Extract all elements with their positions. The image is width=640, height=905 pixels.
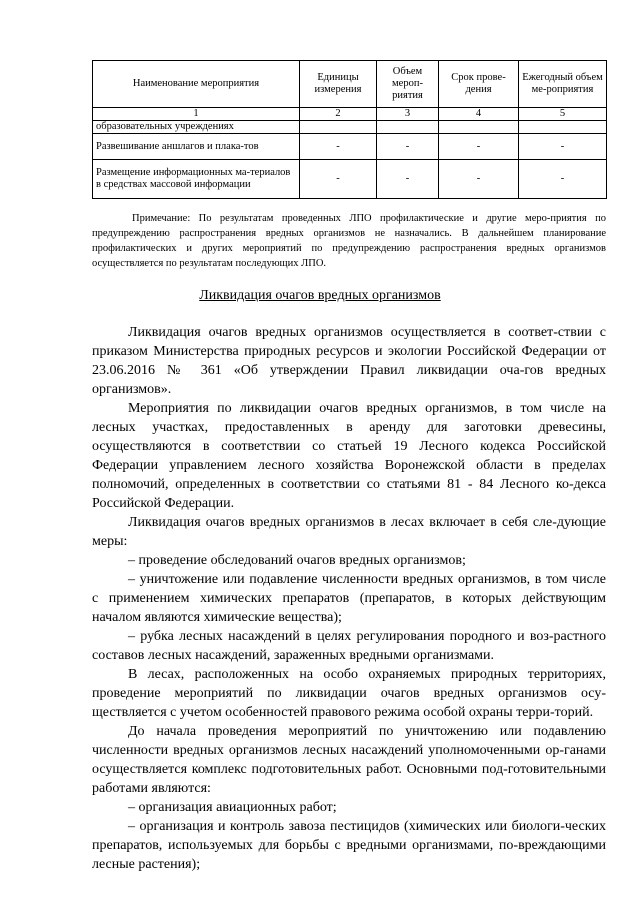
column-number: 4: [439, 108, 519, 121]
table-cell: [519, 121, 607, 134]
paragraph: Мероприятия по ликвидации очагов вредных организмов, в том числе на лесных участках, предоставленных в аренду для заготовки древесины, осуществляются в соответствии со статьей 19 Лесного кодекса Российской Федерации управлением лесного хозяйства Воронежской области в пределах полномочий, определенных в соответствии со статьями 81 - 84 Лесного ко-декса Российской Федерации.: [92, 401, 606, 511]
body-text: [92, 323, 606, 874]
table-cell: -: [377, 160, 439, 199]
table-cell: [377, 121, 439, 134]
column-number: 1: [93, 108, 300, 121]
header-cell: Единицы измерения: [300, 61, 377, 108]
header-cell: Ежегодный объем ме-роприятия: [519, 61, 607, 108]
table-row: [93, 121, 607, 134]
table-cell: -: [519, 160, 607, 199]
table-cell: -: [439, 134, 519, 160]
table-cell: -: [377, 134, 439, 160]
table-cell: [439, 121, 519, 134]
header-cell: Объем мероп-риятия: [377, 61, 439, 108]
table-note: [92, 211, 606, 271]
measure-name: образовательных учреждениях: [93, 121, 300, 134]
header-cell: Срок прове-дения: [439, 61, 519, 108]
table-cell: -: [300, 160, 377, 199]
table-cell: -: [439, 160, 519, 199]
paragraph: В лесах, расположенных на особо охраняемых природных территориях, проведение мероприятий по ликвидации очагов вредных организмов осу-ществляется с учетом особенностей правового режима особой охраны терри-торий.: [92, 667, 606, 720]
column-number: 5: [519, 108, 607, 121]
paragraph: До начала проведения мероприятий по уничтожению или подавлению численности вредных организмов лесных насаждений уполномоченными ор-ганами осуществляется комплекс подготовительных работ. Основными под-готовительными работами являются:: [92, 724, 606, 796]
column-number: 2: [300, 108, 377, 121]
paragraph: Ликвидация очагов вредных организмов осуществляется в соответ-ствии с приказом Министерства природных ресурсов и экологии Российской Федерации от 23.06.2016 № 361 «Об утверждении Правил ликвидации оча-гов вредных организмов».: [92, 325, 606, 397]
list-item: – уничтожение или подавление численности вредных организмов, в том числе с применением химических препаратов (препаратов, в которых действующим началом являются химические вещества);: [92, 572, 606, 625]
list-item: – организация и контроль завоза пестицидов (химических или биологи-ческих препаратов, используемых для борьбы с вредными организмами, по-вреждающими лесные растения);: [92, 819, 606, 872]
table-header-row: [93, 61, 607, 108]
header-cell: Наименование мероприятия: [93, 61, 300, 108]
column-number-row: [93, 108, 607, 121]
table-row: [93, 134, 607, 160]
list-item: – организация авиационных работ;: [128, 800, 337, 815]
list-item: – рубка лесных насаждений в целях регулирования породного и воз-растного составов лесных насаждений, зараженных вредными организмами.: [92, 629, 606, 663]
table-row: [93, 160, 607, 199]
table-cell: -: [519, 134, 607, 160]
paragraph: Ликвидация очагов вредных организмов в лесах включает в себя сле-дующие меры:: [92, 515, 606, 549]
measure-name: Развешивание аншлагов и плака-тов: [93, 134, 300, 160]
section-heading: Ликвидация очагов вредных организмов: [199, 288, 441, 303]
table-cell: [300, 121, 377, 134]
measures-table: [92, 60, 607, 199]
note-text: Примечание: По результатам проведенных ЛПО профилактические и другие меро-приятия по предупреждению распространения вредных организмов не назначались. В дальнейшем планирование профилактических и других мероприятий по предупреждению распространения вредных организмов осуществляется по результатам последующих ЛПО.: [92, 213, 606, 269]
measure-name: Размещение информационных ма-териалов в средствах массовой информации: [93, 160, 300, 199]
table-cell: -: [300, 134, 377, 160]
column-number: 3: [377, 108, 439, 121]
list-item: – проведение обследований очагов вредных организмов;: [128, 553, 466, 568]
